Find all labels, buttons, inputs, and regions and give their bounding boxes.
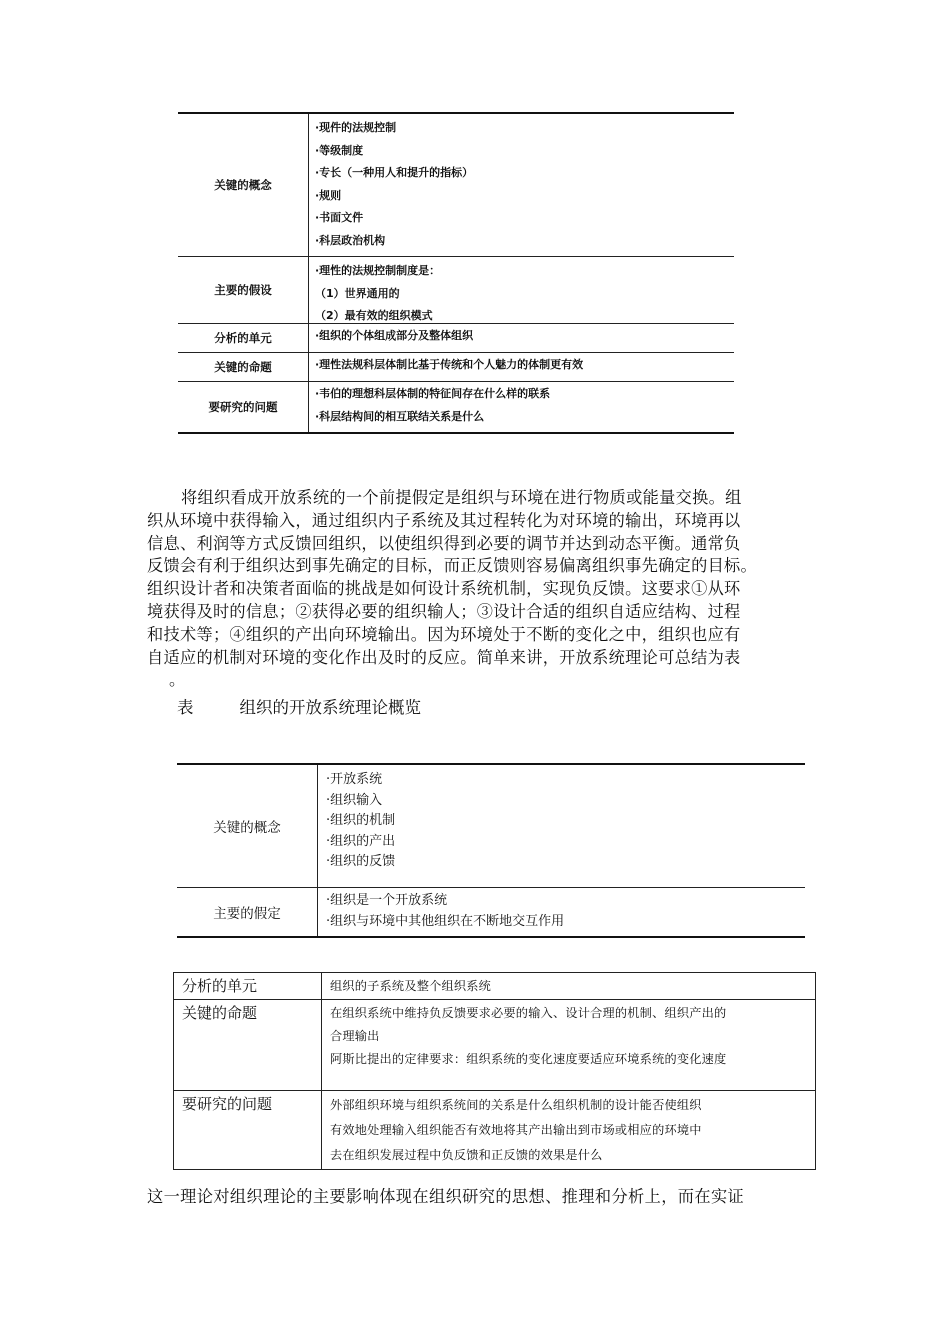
content-line: ·科层政治机构: [315, 233, 386, 247]
content-line: ·理性法规科层体制比基于传统和个人魅力的体制更有效: [315, 358, 584, 371]
content-line: 去在组织发展过程中负反馈和正反馈的效果是什么: [330, 1148, 603, 1162]
table-row: [174, 1000, 816, 1091]
content-line: （1）世界通用的: [315, 286, 400, 300]
content-line: ·组织的反馈: [326, 854, 396, 869]
paragraph-line: 境获得及时的信息；②获得必要的组织输人；③设计合适的组织自适应结构、过程: [147, 601, 741, 621]
table-row: [178, 353, 734, 382]
paragraph-end: 。: [169, 670, 186, 690]
row-label: 关键的概念: [214, 178, 272, 192]
row-content: [322, 1000, 816, 1091]
content-line: 有效地处理输入组织能否有效地将其产出输出到市场或相应的环境中: [330, 1123, 702, 1137]
row-label: 分析的单元: [174, 973, 322, 1000]
content-line: ·现件的法规控制: [315, 121, 397, 134]
row-label: 主要的假定: [213, 906, 281, 922]
open-system-concepts-table: [177, 763, 805, 938]
table-caption: [177, 694, 421, 718]
content-line: 阿斯比提出的定律要求：组织系统的变化速度要适应环境系统的变化速度: [330, 1052, 727, 1066]
table-row: [178, 324, 734, 353]
content-line: ·组织的机制: [326, 813, 396, 828]
table-row: [178, 382, 734, 434]
paragraph-line: 信息、利润等方式反馈回组织，以使组织得到必要的调节并达到动态平衡。通常负: [147, 533, 741, 553]
row-content: [308, 324, 734, 352]
row-label: 要研究的问题: [208, 400, 278, 414]
table-row: [174, 973, 816, 1000]
content-line: ·组织的个体组成部分及整体组织: [315, 329, 474, 342]
content-line: ·专长（一种用人和提升的指标）: [315, 166, 474, 179]
row-content: [317, 888, 805, 936]
content-line: ·书面文件: [315, 211, 364, 224]
content-line: ·规则: [315, 188, 342, 202]
row-content: [322, 1091, 816, 1170]
paragraph-line: 织从环境中获得输入，通过组织内子系统及其过程转化为对环境的输出，环境再以: [147, 510, 741, 530]
content-line: 组织的子系统及整个组织系统: [330, 979, 492, 993]
row-content: [308, 382, 734, 432]
content-line: 在组织系统中维持负反馈要求必要的输入、设计合理的机制、组织产出的: [330, 1006, 727, 1020]
content-line: ·科层结构间的相互联结关系是什么: [315, 409, 485, 423]
row-label: 关键的概念: [213, 820, 281, 836]
row-content: [322, 973, 816, 1000]
body-paragraph: [147, 487, 837, 692]
row-label: 关键的命题: [174, 1000, 322, 1091]
paragraph-line: 将组织看成开放系统的一个前提假定是组织与环境在进行物质或能量交换。组: [181, 488, 742, 507]
table-row: [177, 765, 805, 888]
paragraph-line: 反馈会有利于组织达到事先确定的目标，而正反馈则容易偏离组织事先确定的目标。: [147, 556, 758, 576]
content-line: （2）最有效的组织模式: [315, 309, 433, 322]
paragraph-line: 和技术等；④组织的产出向环境输出。因为环境处于不断的变化之中，组织也应有: [147, 624, 741, 644]
table-row: [174, 1091, 816, 1170]
row-label: 要研究的问题: [174, 1091, 322, 1170]
row-content: [308, 353, 734, 381]
content-line: 外部组织环境与组织系统间的关系是什么组织机制的设计能否使组织: [330, 1098, 702, 1112]
row-content: [308, 257, 734, 323]
row-content: [317, 765, 805, 887]
table-row: [177, 888, 805, 938]
caption-title: 组织的开放系统理论概览: [239, 698, 421, 717]
content-line: ·组织是一个开放系统: [326, 893, 448, 908]
content-line: ·组织输入: [326, 792, 383, 808]
row-label: 关键的命题: [214, 360, 272, 374]
caption-prefix: 表: [177, 698, 194, 717]
content-line: ·韦伯的理想科层体制的特征间存在什么样的联系: [315, 387, 551, 400]
row-content: [308, 114, 734, 256]
content-line: ·组织的产出: [326, 833, 396, 849]
closing-line: 这一理论对组织理论的主要影响体现在组织研究的思想、推理和分析上，而在实证: [147, 1187, 745, 1206]
row-label: 主要的假设: [214, 283, 272, 297]
table-row: [178, 114, 734, 257]
row-label: 分析的单元: [214, 331, 272, 345]
content-line: ·等级制度: [315, 143, 364, 157]
content-line: ·组织与环境中其他组织在不断地交互作用: [326, 913, 565, 929]
paragraph-line: 自适应的机制对环境的变化作出及时的反应。简单来讲，开放系统理论可总结为表: [147, 647, 741, 667]
content-line: 合理输出: [330, 1029, 380, 1043]
content-line: ·开放系统: [326, 772, 383, 787]
open-system-analysis-table: [173, 972, 816, 1170]
content-line: ·理性的法规控制制度是：: [315, 264, 441, 277]
table-row: [178, 257, 734, 324]
bureaucracy-theory-table: [178, 112, 734, 434]
paragraph-line: 组织设计者和决策者面临的挑战是如何设计系统机制，实现负反馈。这要求①从环: [147, 579, 741, 599]
